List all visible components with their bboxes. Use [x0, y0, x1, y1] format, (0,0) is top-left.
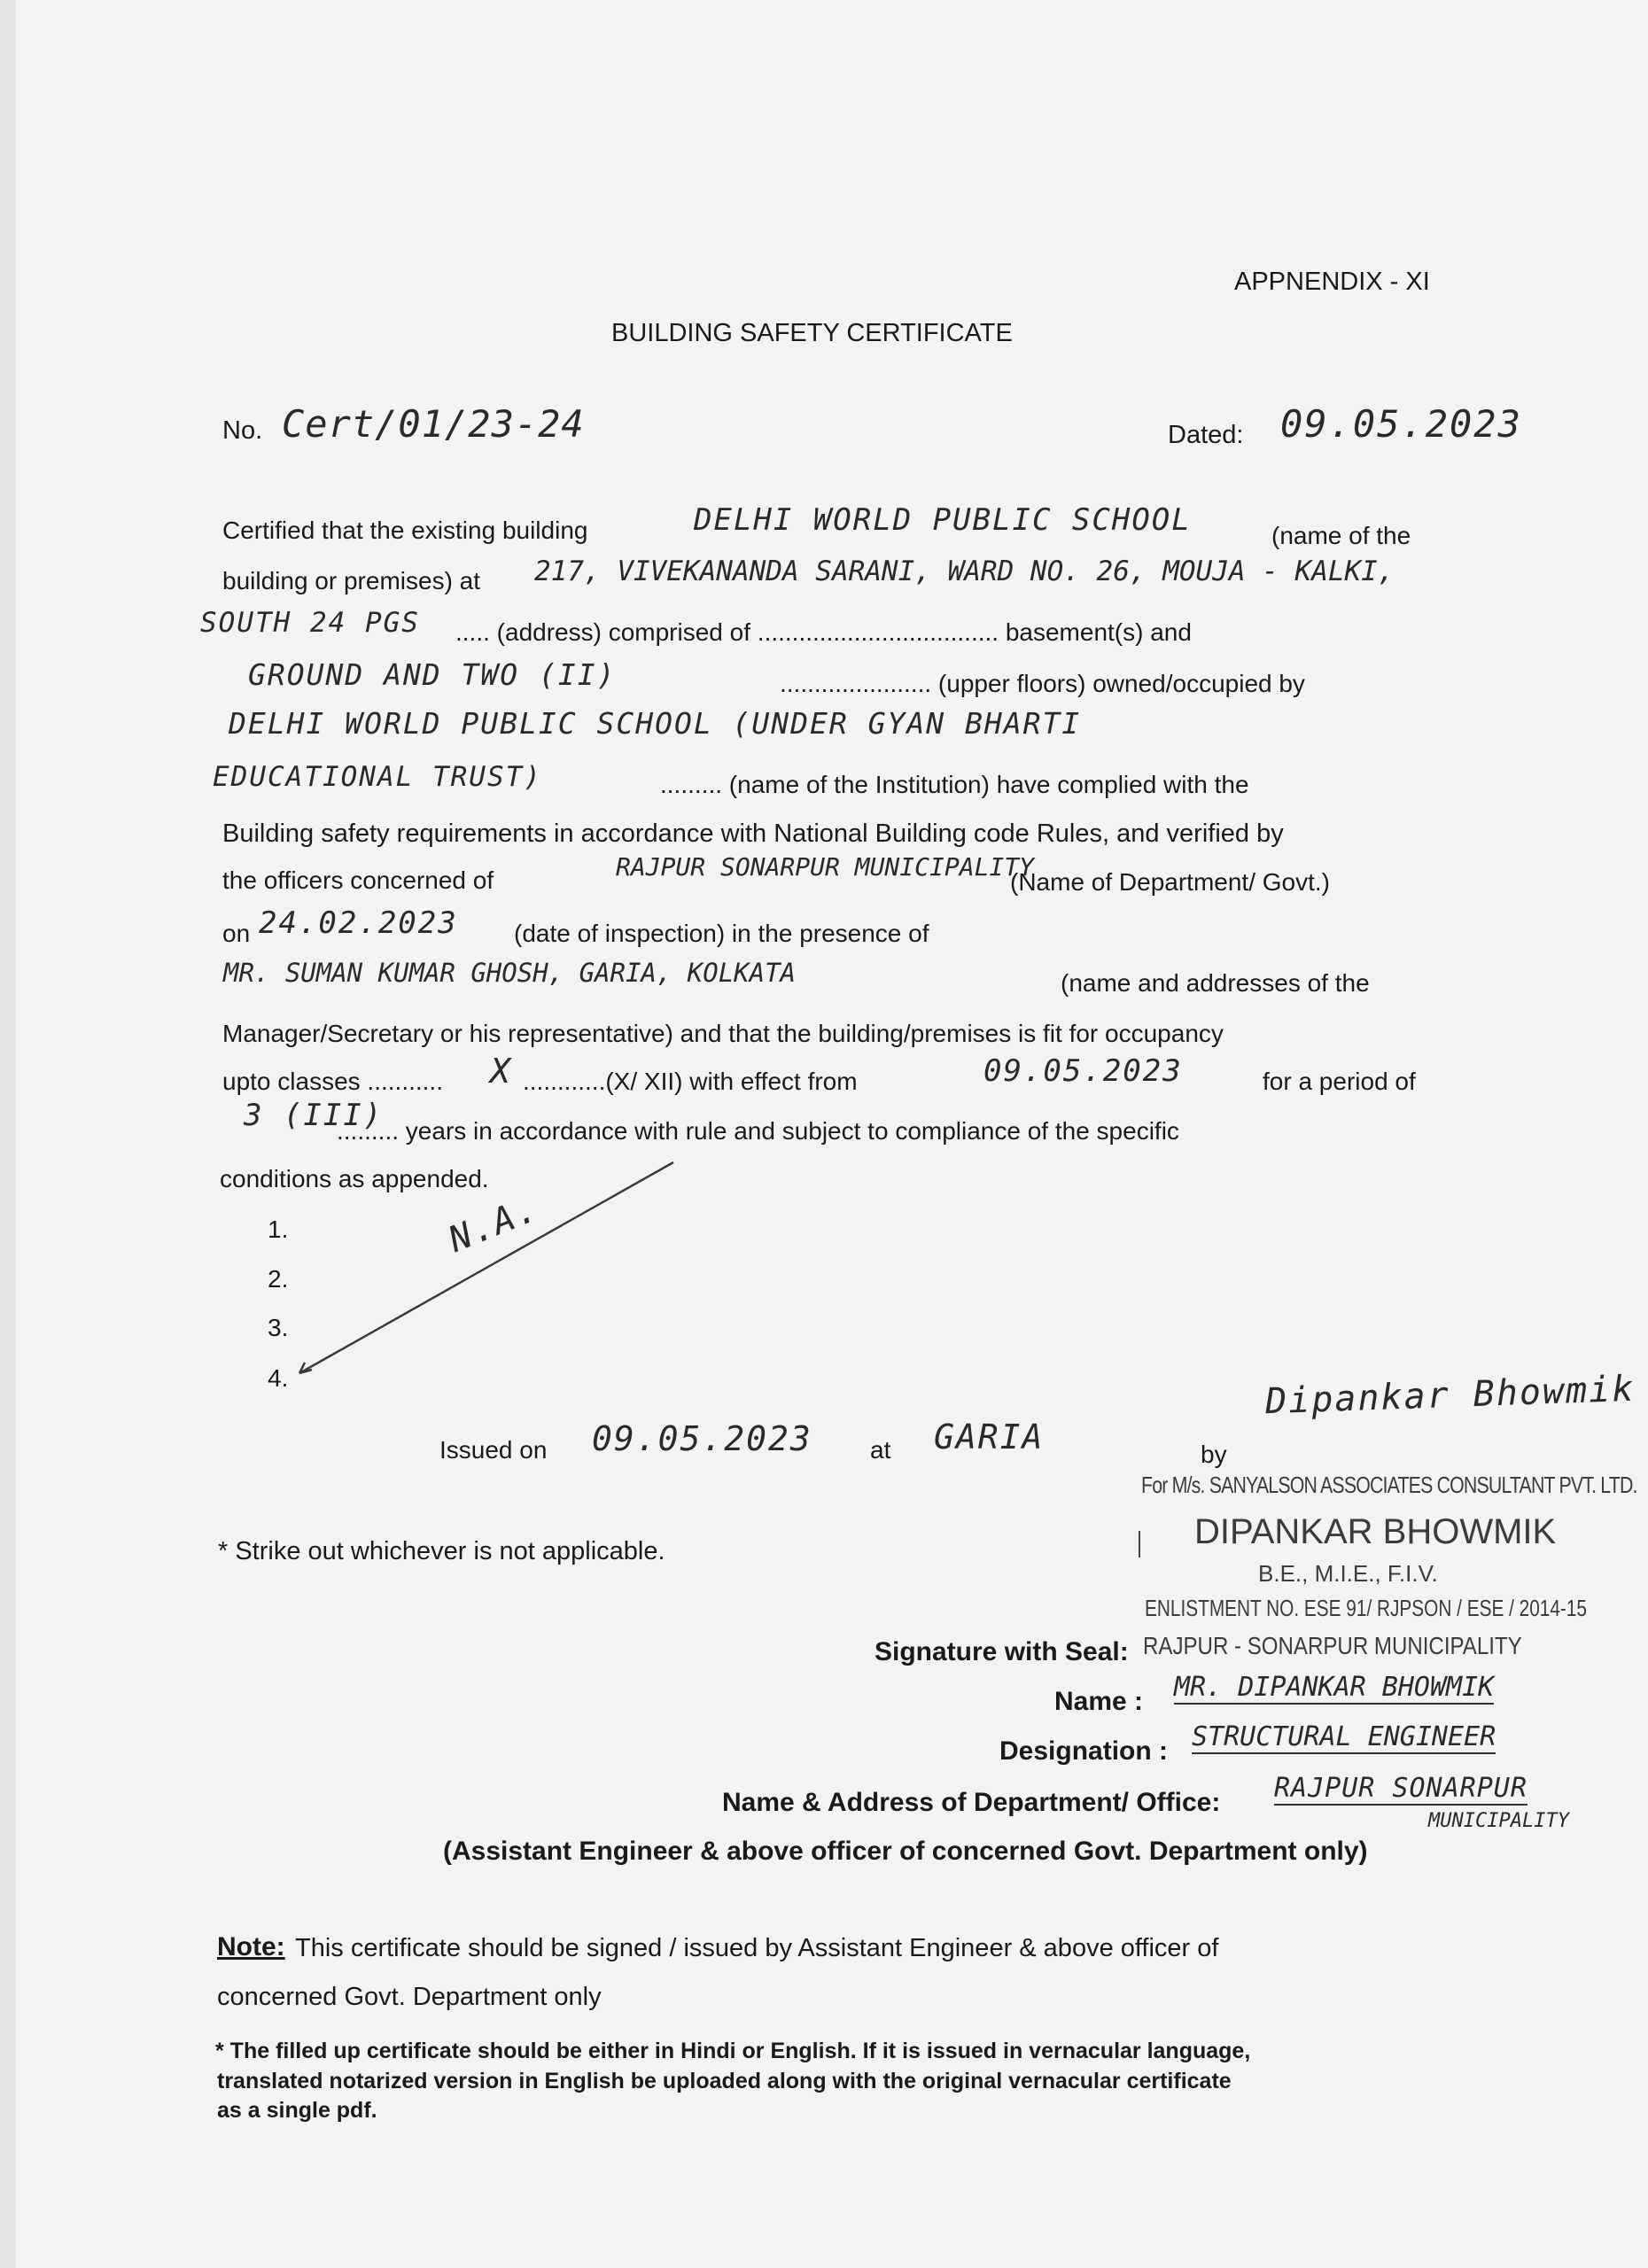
issued-label: Issued on [439, 1436, 548, 1464]
address-district: SOUTH 24 PGS [200, 607, 420, 639]
line-1-tail: (name of the [1271, 522, 1411, 549]
department-value-2: MUNICIPALITY [1428, 1810, 1569, 1832]
stamp-company: For M/s. SANYALSON ASSOCIATES CONSULTANT PVT. LTD. [1141, 1472, 1637, 1498]
condition-4: 4. [268, 1364, 289, 1392]
name-label: Name : [1054, 1687, 1144, 1716]
effect-date: 09.05.2023 [983, 1053, 1183, 1089]
language-note-1: * The filled up certificate should be either in Hindi or English. If it is issued in vernacular language, [215, 2039, 1251, 2063]
occupant-name: DELHI WORLD PUBLIC SCHOOL (UNDER GYAN BHARTI [229, 706, 1082, 741]
issued-date: 09.05.2023 [592, 1419, 812, 1458]
designation-label: Designation : [999, 1736, 1169, 1766]
line-12-text: upto classes ........... [222, 1068, 443, 1095]
language-note-3: as a single pdf. [217, 2098, 377, 2123]
premises-address: 217, VIVEKANANDA SARANI, WARD NO. 26, MOUJA - KALKI, [534, 555, 1395, 587]
line-9-text: on [222, 920, 251, 947]
stamp-divider [1139, 1531, 1140, 1557]
strike-note: * Strike out whichever is not applicable. [218, 1537, 665, 1565]
dated-value: 09.05.2023 [1280, 402, 1522, 446]
representative-name: MR. SUMAN KUMAR GHOSH, GARIA, KOLKATA [223, 958, 797, 988]
line-9-tail: (date of inspection) in the presence of [514, 920, 929, 947]
line-1-text: Certified that the existing building [222, 517, 588, 544]
issued-by-label: by [1201, 1441, 1227, 1468]
name-value: MR. DIPANKAR BHOWMIK [1174, 1672, 1495, 1703]
dated-label: Dated: [1168, 421, 1244, 449]
line-4-text: ...................... (upper floors) owned/occupied by [780, 670, 1305, 697]
line-12-tail: for a period of [1263, 1068, 1416, 1095]
department-name: RAJPUR SONARPUR MUNICIPALITY [616, 852, 1035, 882]
line-8-text: the officers concerned of [222, 866, 494, 894]
language-note-2: translated notarized version in English be uploaded along with the original vernacular certificate [217, 2069, 1232, 2093]
seal-label: Signature with Seal: [875, 1637, 1129, 1666]
page-edge [0, 0, 16, 2268]
line-10-tail: (name and addresses of the [1061, 969, 1370, 997]
building-name: DELHI WORLD PUBLIC SCHOOL [694, 502, 1192, 538]
classes-value: X [490, 1052, 512, 1091]
line-8-tail: (Name of Department/ Govt.) [1010, 868, 1331, 896]
line-13-text: ......... years in accordance with rule and subject to compliance of the specific [337, 1117, 1179, 1145]
condition-1: 1. [268, 1216, 289, 1243]
stamp-municipality: RAJPUR - SONARPUR MUNICIPALITY [1143, 1632, 1522, 1659]
line-6-text: ......... (name of the Institution) have complied with the [660, 771, 1249, 798]
issued-place: GARIA [934, 1418, 1045, 1456]
issued-at-label: at [870, 1436, 891, 1464]
stamp-name: DIPANKAR BHOWMIK [1194, 1512, 1557, 1551]
not-applicable-strike [292, 1152, 682, 1382]
officer-note: (Assistant Engineer & above officer of concerned Govt. Department only) [443, 1837, 1368, 1866]
stamp-enlistment: ENLISTMENT NO. ESE 91/ RJPSON / ESE / 2014-15 [1145, 1595, 1587, 1621]
department-label: Name & Address of Department/ Office: [722, 1788, 1221, 1817]
condition-2: 2. [268, 1265, 289, 1293]
cert-no-value: Cert/01/23-24 [282, 402, 585, 446]
occupant-trust: EDUCATIONAL TRUST) [213, 761, 542, 793]
floors-value: GROUND AND TWO (II) [248, 657, 617, 692]
department-value-1: RAJPUR SONARPUR [1274, 1773, 1528, 1804]
inspection-date: 24.02.2023 [259, 905, 458, 941]
appendix-label: APPNENDIX - XI [1234, 268, 1430, 296]
stamp-qualifications: B.E., M.I.E., F.I.V. [1258, 1560, 1438, 1587]
line-11-text: Manager/Secretary or his representative) and that the building/premises is fit for occupancy [222, 1020, 1224, 1047]
note-text-2: concerned Govt. Department only [217, 1983, 602, 2011]
designation-value: STRUCTURAL ENGINEER [1192, 1721, 1496, 1752]
line-7-text: Building safety requirements in accordance with National Building code Rules, and verified by [222, 819, 1284, 848]
note-text-1: This certificate should be signed / issued by Assistant Engineer & above officer of [295, 1934, 1219, 1962]
certificate-title: BUILDING SAFETY CERTIFICATE [611, 319, 1013, 347]
note-label: Note: [217, 1932, 285, 1961]
cert-no-label: No. [222, 416, 263, 445]
period-value: 3 (III) [244, 1098, 384, 1133]
na-mark: N.A. [443, 1188, 545, 1261]
handwritten-signature: Dipankar Bhowmik [1264, 1368, 1636, 1423]
line-14-text: conditions as appended. [220, 1165, 489, 1192]
line-3-text: ..... (address) comprised of ................................... basement(s) and [455, 618, 1192, 646]
line-2-text: building or premises) at [222, 567, 481, 594]
condition-3: 3. [268, 1314, 289, 1341]
line-12-mid: ............(X/ XII) with effect from [523, 1068, 858, 1095]
